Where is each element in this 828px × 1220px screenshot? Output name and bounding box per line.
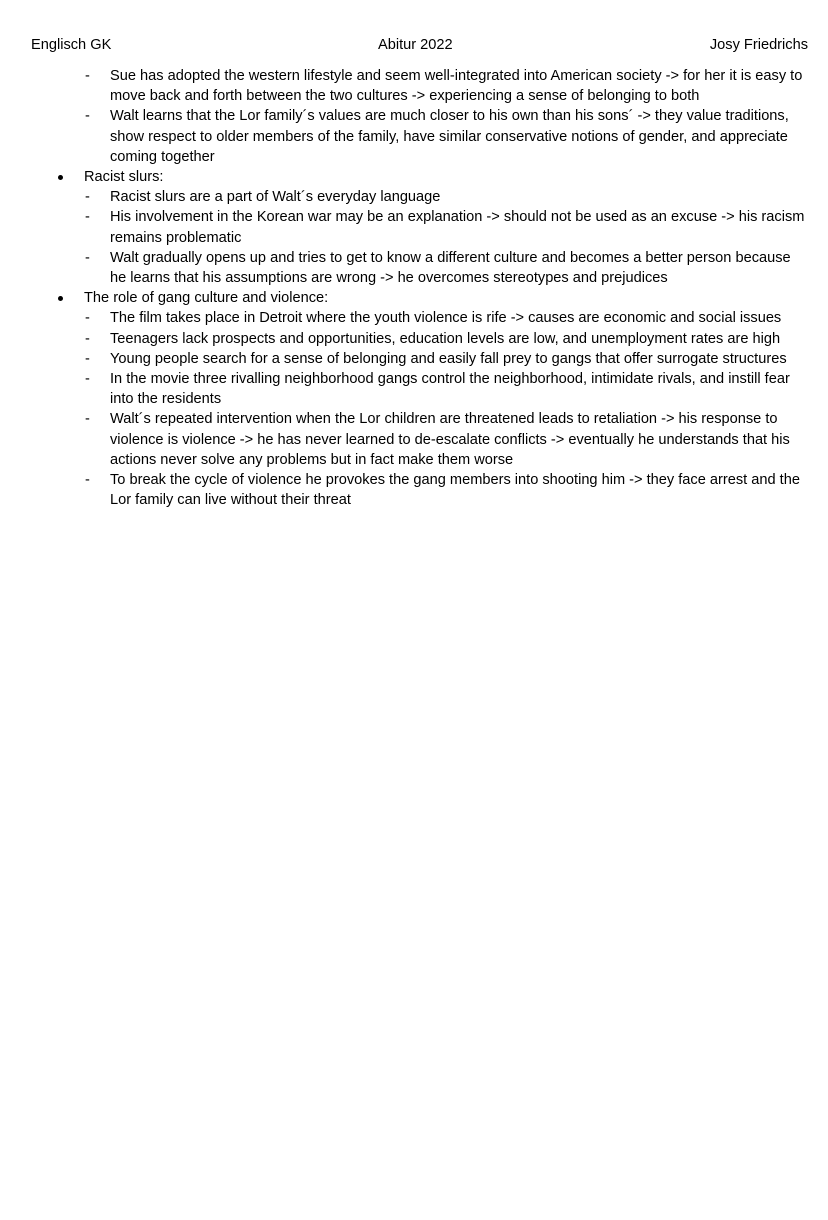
list-item — [0, 329, 810, 349]
dash-marker: - — [85, 411, 90, 428]
list-item — [0, 470, 810, 510]
list-item-text: Racist slurs are a part of Walt´s everyday language — [110, 189, 441, 206]
list-item — [0, 187, 810, 207]
header-author: Josy Friedrichs — [709, 37, 808, 53]
list-item — [0, 349, 810, 369]
dash-marker: - — [85, 68, 90, 84]
list-item-text: The film takes place in Detroit where the youth violence is rife -> causes are economic and social issues — [110, 310, 782, 327]
list-item — [0, 66, 810, 106]
list-item-text: In the movie three rivalling neighborhood gangs control the neighborhood, intimidate rivals, and instill fear into the residents — [110, 371, 790, 408]
bullet-icon — [58, 296, 63, 301]
list-item — [0, 207, 810, 247]
list-item — [0, 369, 810, 409]
list-item-text: Young people search for a sense of belonging and easily fall prey to gangs that offer surrogate structures — [110, 350, 787, 367]
header-subject: Englisch GK — [31, 37, 112, 53]
list-item-text: Walt gradually opens up and tries to get to know a different culture and becomes a better person because he learns that his assumptions are wrong -> he overcomes stereotypes and prejudices — [110, 249, 791, 287]
list-item — [0, 409, 810, 470]
dash-marker: - — [85, 249, 90, 266]
list-item-text: Walt learns that the Lor family´s values are much closer to his own than his sons´ -> they value traditions, show respect to older members of the family, have similar conservative notions of gender, and appreciate coming together — [110, 108, 789, 165]
bullet-icon — [58, 175, 63, 180]
list-item — [0, 106, 810, 167]
header-exam: Abitur 2022 — [378, 37, 453, 53]
list-item-text: Walt´s repeated intervention when the Lor children are threatened leads to retaliation -> his response to violence is violence -> he has never learned to de-escalate conflicts -> eventually he understands that his actions never solve any problems but in fact make them worse — [110, 411, 790, 468]
topic-heading — [0, 167, 784, 187]
dash-marker: - — [85, 209, 90, 226]
topic-gang-culture — [0, 288, 828, 510]
dash-marker: - — [85, 330, 90, 347]
notes-body — [0, 66, 828, 510]
continued-list — [0, 66, 828, 167]
topic-racist-slurs — [0, 167, 828, 288]
topic-title: The role of gang culture and violence: — [84, 290, 329, 307]
dash-marker: - — [85, 472, 90, 489]
list-item — [0, 308, 810, 328]
list-item-text: His involvement in the Korean war may be an explanation -> should not be used as an excuse -> his racism remains problematic — [110, 209, 805, 246]
dash-marker: - — [85, 310, 90, 327]
dash-marker: - — [85, 371, 90, 388]
dash-marker: - — [85, 108, 90, 125]
topic-title: Racist slurs: — [84, 169, 164, 186]
dash-marker: - — [85, 350, 90, 367]
list-item — [0, 248, 810, 288]
page-header — [31, 35, 808, 55]
list-item-text: To break the cycle of violence he provokes the gang members into shooting him -> they face arrest and the Lor family can live without their threat — [110, 472, 800, 509]
dash-marker: - — [85, 189, 90, 206]
list-item-text: Teenagers lack prospects and opportunities, education levels are low, and unemployment rates are high — [110, 330, 781, 347]
list-item-text: Sue has adopted the western lifestyle and seem well-integrated into American society -> for her it is easy to move back and forth between the two cultures -> experiencing a sense of belonging to both — [110, 68, 803, 105]
topic-heading — [0, 288, 784, 308]
